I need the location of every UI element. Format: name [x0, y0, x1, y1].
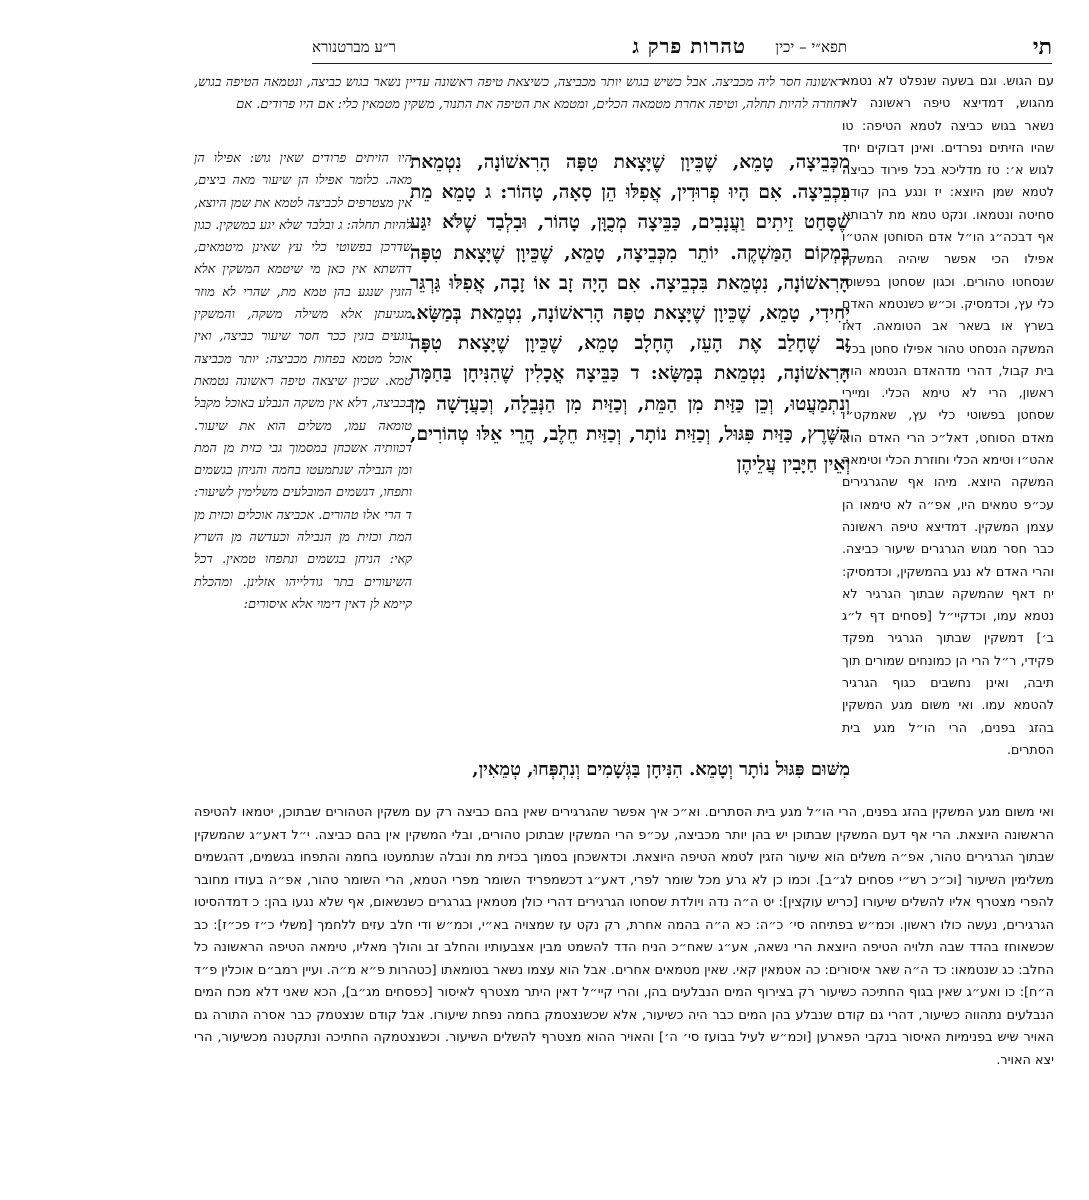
page-number: תי	[1032, 34, 1052, 60]
commentary-range-mark: תפא״י – יכין	[775, 38, 847, 56]
bartenura-header-text: ראשונה חסר ליה מכביצה. אבל כשיש בגוש יותר מכביצה, כשיצאת טיפה ראשונה עדיין נשאר בגוש כביצה, ונטמאה הטיפה בגוש, וחוזרה להיות תחלה, וטיפה אחרת מטמאה הכלים, ומטמא את הטיפה את התנור, משקין מטמאין כלי: אם היו פרודים. אם	[194, 75, 844, 113]
bartenura-column	[194, 148, 412, 828]
bottom-commentary-text: ואי משום מגע המשקין בהזג בפנים, הרי הו״ל מגע בית הסתרים. וא״כ איך אפשר שהגרגירים שאין בהם כביצה רק עם משקין הטהורים שבתוכן, יטמאו להטיפה הראשונה היוצאת. הרי אף דעם המשקין שבתוכן יש בהן יותר מכביצה, עכ״פ הרי המשקין שבתוכן טהורים, ובלי המשקין אין בהם כביצה. י״ל דאע״ג שהמשקין שבתוך הגרגירים טהור, אפ״ה משלים הוא שיעור הזגין לטמא הטיפה היוצאת. וכדאשכחן בסמוך בכזית מת ונבלה שנתמעטו בחמה והתפחו בגשמים, דהגשמים משלימין השיעור [וכ״כ רש״י פסחים לג״ב]. וכמו כן לא גרע מכל שומר לפרי, דאע״ג דכשמפריד השומר מפרי הטמא, הרי השומר טהור, אפ״ה בעודו מחובר להפרי מצטרף אליו להשלים שיעורו [כריש עוקצין]: יט ה״ה נדה ויולדת שסחטו הגרגירים דהרי כולן מטמאין בגרגרים כשנשאום, אף שלא נגעו בהן: כ דמדהסיטו הגרגירים, נעשה כולו ראשון. וכמ״ש בפתיחה סי׳ כ״ה: כא ה״ה בהמה אחרת, רק נקט עז שמצויה בא״י, וכמ״ש ודי חלב עזים ללחמך [משלי כ״ז פכ״ז]: כב שכשאוחז בהדד שבה תלויה הטיפה היוצאת הרי נשאה, אע״ג שאח״כ הניח הדד להשמט מבין אצבעותיו והחלב זב והולך מאליו, טימאה הטיפה הראשונה כל החלב: כג שנטמאו: כד ה״ה שאר איסורים: כה אטמאין קאי. שאין מטמאים אחרים. אבל הוא עצמו נשאר בטומאתו [כטהרות פ״א מ״ה. ועיין רמב״ם אוכלין פ״ד ה״ח]: כו ואע״ג שאין בגוף החתיכה כשיעור רק בצירוף המים הנבלעים בהן, והרי קיי״ל דאין היתר מצטרף לאיסור [כפסחים מג״ב], הכא שאני דלא מכח המים הנבלעים נתהווה כשיעור, דהרי גם קודם שנבלע בהן המים כבר היה כשיעור, אלא שכשנצטמק בחמה נפחת שיעורו. אבל קודם שנצטמק כבר אסרה התורה גם האויר שיש בפנימיות האיסור בנקבי הפארען [וכמ״ש לעיל בבועז סי׳ ה׳] והאויר ההוא מצטרף להשלים השיעור. וכשנצטמקה החתיכה ונתקטנה מכשיעור, הרי יצא האויר.	[194, 805, 1054, 1068]
bottom-commentary	[194, 802, 1054, 1162]
bartenura-text: היו הזיתים פרודים שאין גוש: אפילו הן מאה. כלומר אפילו הן שיעור מאה ביצים, אין מצטרפים לכביצה לטמא את שמן היוצא, להיות תחלה: ג ובלבד שלא יגע במשקין. כגון שדרכן בפשוטי כלי עץ שאינן מיטמאים, דהשתא אין כאן מי שיטמא המשקין אלא הזגין שנגע בהן טמא מת, שהרי לא מוזר מגגיעתן אלא משילה משקה, והמשקין נוגעים בזגין ככר חסר שיעור כביצה, ואין אוכל מטמא בפחות מכביצה: יותר מכביצה טמא. שכיון שיצאה טיפה ראשונה נטמאת בכביצה, דלא אין משקה הנבלע באוכל מקבל טומאה עמו, משלים הוא את שיעור. דכוותיה אשכחן במסמוך גבי כזית מן המת ומן הנבילה שנתמעטו בחמה והניחן בגשמים ותפחו, דגשמים המובלעים משלימין לשיעור: ד הרי אלו טהורים. אכביצה אוכלים וכזית מן המת וכזית מן הנבילה וכעדשה מן השרץ קאי: הניחן בגשמים ונתפחו טמאין. דכל השיעורים בתר גודלייהו אזלינן. ומהכלת קיימא לן דאין דימוי אלא איסורים:	[194, 151, 412, 612]
tractate-chapter-title: טהרות פרק ג	[632, 34, 746, 58]
page-header	[312, 34, 1052, 60]
tiferet-yisrael-text: עם הגוש. וגם בשעה שנפלט לא נטמא מהגוש, דמדיצא טיפה ראשונה לא נשאר בגוש כביצה לטמא הטיפה: טו שהיו הזיתים נפרדים. ואינן דבוקים יחד לגוש א׳: טז מדליכא בכל פירוד כביצה לטמא שמן היוצא: יז ונגע בהן קודם סחיטה ונטמאו. ונקט טמא מת לרבותא אף דבכה״ג הו״ל אדם הסוחטן אהט״ו אפילו הכי אפשר שיהיה המשקין שנסחטו טהורים. וכגון שסחטן בפשוטי כלי עץ, וכדמסיק. וכ״ש כשנטמא האדם בשרץ או בשאר אב הטומאה. דאז המשקה הנסחט טהור אפילו סחטן בכלי בית קבול, דהרי מדהאדם הנטמא הוא ראשון, הרי לא טימא הכלי. ומיירי שסחטן בפשוטי כלי עץ, שאמקט״ו מאדם הסוחט, דאל״כ הרי האדם הוא אהט״ו וטימא הכלי וחוזרת הכלי וטימאה המשקה היוצא. מיהו אף שהגרגירים עכ״פ טמאים היו, אפ״ה לא טימאו הן עצמן המשקין. דמדיצא טיפה ראשונה כבר חסר מגוש הגרגרים שיעור כביצה. והרי האדם לא נגע בהמשקין, וכדמסיק: יח דאף שהמשקה שבתוך הגרגיר לא נטמא עמו, וכדקיי״ל [פסחים דף ל״ג ב׳] דמשקין שבתוך הגרגיר מפקד פקידי, ר״ל הרי הן כמונחים שמורים תוך תיבה, ואינן נחשבים כגוף הגרגיר להטמא עמו. ואי משום מגע המשקין בהזג בפנים, הרי הו״ל מגע בית הסתרים.	[842, 73, 1054, 757]
mishnah-column	[410, 148, 850, 790]
mishnah-continuation	[410, 755, 850, 785]
mishnah-text: מִכְּבֵיצָה, טָמֵא, שֶׁכֵּיוָן שֶׁיָּצָאת טִפָּה הָרִאשׁוֹנָה, נִטְמֵאת בִּכְבֵיצָה. אִם הָיוּ פְרוּדִין, אֲפִלּוּ הֵן סָאָה, טָהוֹר: ג טָמֵא מֵת שֶׁסָּחַט זֵיתִים וַעֲנָבִים, כַּבֵּיצָה מְכֻוָּן, טָהוֹר, וּבִלְבַד שֶׁלֹּא יִגַּע בִּמְקוֹם הַמַּשְׁקֶה. יוֹתֵר מִכְּבֵיצָה, טָמֵא, שֶׁכֵּיוָן שֶׁיָּצָאת טִפָּה הָרִאשׁוֹנָה, נִטְמֵאת בִּכְבֵיצָה. אִם הָיָה זָב אוֹ זָבָה, אֲפִלּוּ גַּרְגֵּר יְחִידִי, טָמֵא, שֶׁכֵּיוָן שֶׁיָּצָאת טִפָּה הָרִאשׁוֹנָה, נִטְמֵאת בְּמַשָּׂא. זָב שֶׁחָלַב אֶת הָעֵז, הֶחָלָב טָמֵא, שֶׁכֵּיוָן שֶׁיָּצָאת טִפָּה הָרִאשׁוֹנָה, נִטְמֵאת בְּמַשָּׂא: ד כַּבֵּיצָה אֳכָלִין שֶׁהִנִּיחָן בַּחַמָּה וְנִתְמַעֲטוּ, וְכֵן כַּזַּיִת מִן הַמֵּת, וְכַזַּיִת מִן הַנְּבֵלָה, וְכַעֲדָשָׁה מִן הַשֶּׁרֶץ, כַּזַּיִת פִּגּוּל, וְכַזַּיִת נוֹתָר, וְכַזַּיִת חֵלֶב, הֲרֵי אֵלּוּ טְהוֹרִים, וְאֵין חַיָּבִין עֲלֵיהֶן	[410, 152, 850, 476]
tiferet-yisrael-column	[842, 70, 1054, 800]
mishnah-continuation-text: מִשּׁוּם פִּגּוּל נוֹתָר וְטָמֵא. הִנִּיחָן בַּגְּשָׁמִים וְנִתְפְּחוּ, טְמֵאִין,	[472, 759, 850, 780]
header-rule	[312, 63, 1052, 64]
bartenura-header-block	[194, 72, 844, 152]
commentary-name: ר״ע מברטנורא	[312, 38, 396, 56]
